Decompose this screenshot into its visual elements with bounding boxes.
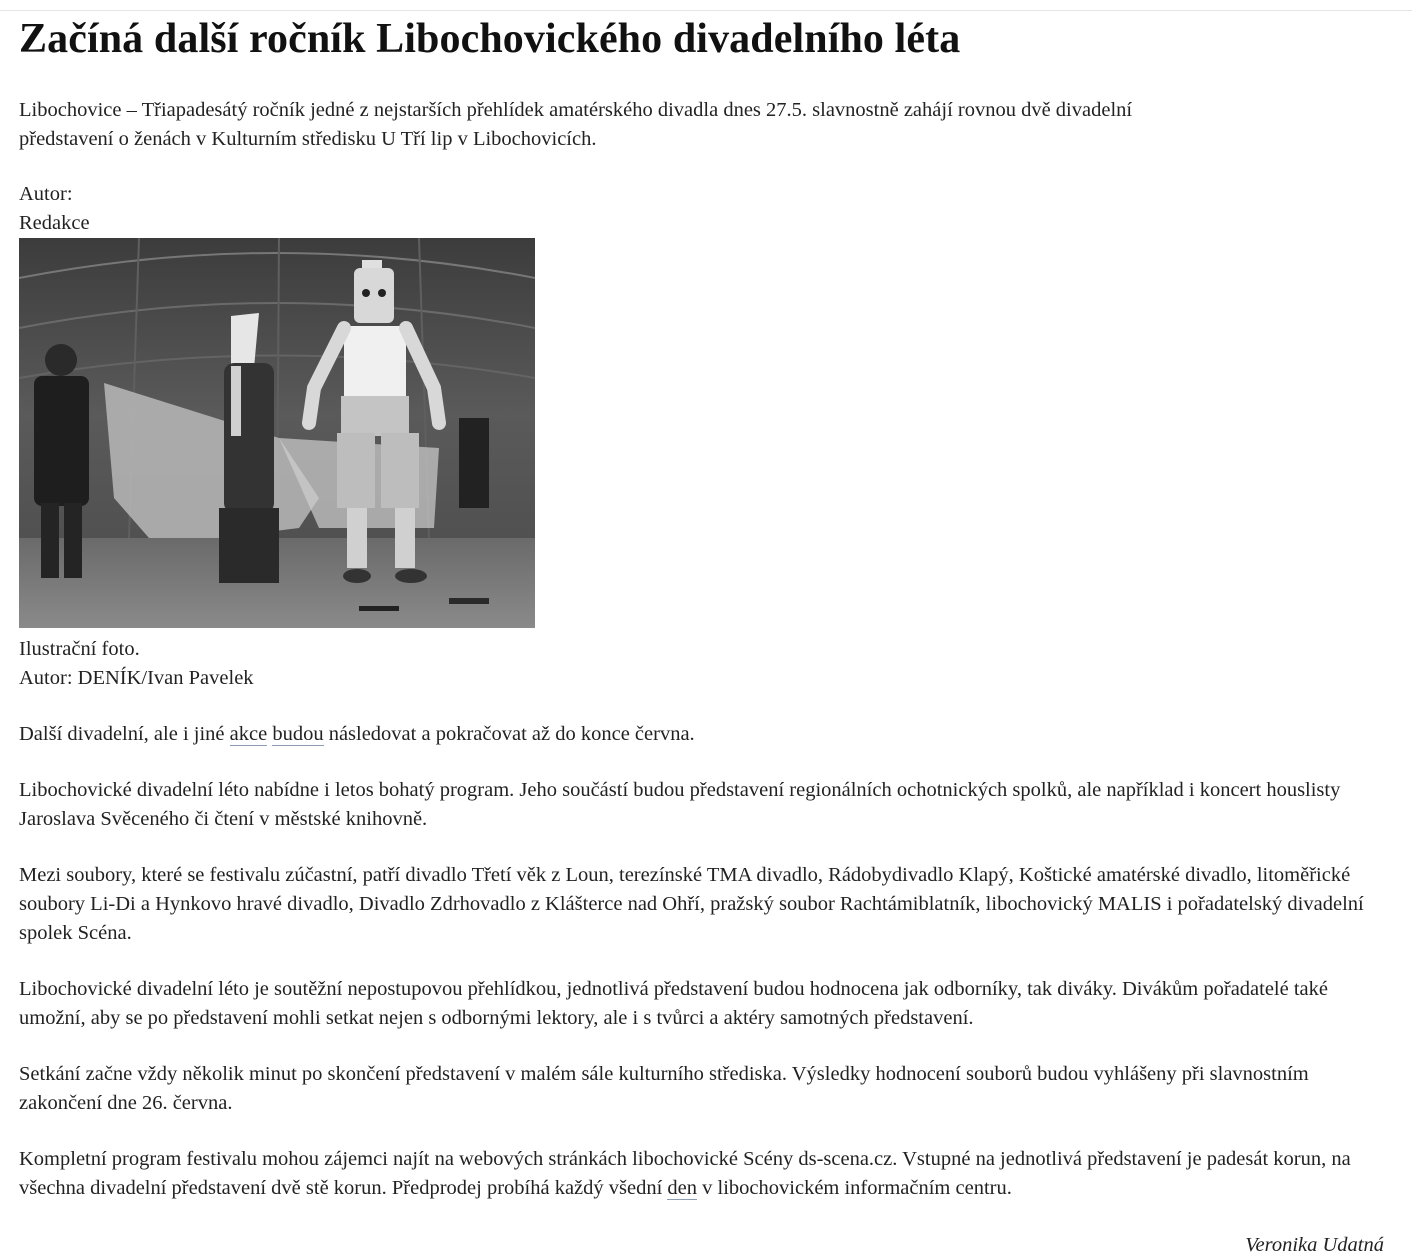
paragraph-6 — [19, 1145, 1394, 1203]
paragraph-1-text-end: následovat a pokračovat až do konce června. — [323, 723, 695, 745]
photo-caption: Ilustrační foto. — [19, 638, 140, 660]
paragraph-5: Setkání začne vždy několik minut po skončení představení v malém sále kulturního střediska. Výsledky hodnocení souborů budou vyhlášeny při slavnostním zakončení dne 26. června. — [19, 1063, 1309, 1114]
author-name: Redakce — [19, 212, 90, 234]
paragraph-6-text-end: v libochovickém informačním centru. — [697, 1177, 1012, 1199]
article — [19, 14, 1394, 1260]
article-signature: Veronika Udatná — [1245, 1234, 1384, 1256]
author-block — [19, 180, 1394, 238]
link-akce[interactable]: akce — [229, 723, 268, 745]
paragraph-4: Libochovické divadelní léto je soutěžní nepostupovou přehlídkou, jednotlivá představení budou hodnocena jak odborníky, tak diváky. Divákům pořadatelé také umožní, aby se po představení mohli setkat nejen s odbornými lektory, ale i s tvůrci a aktéry samotných představení. — [19, 978, 1328, 1029]
link-den[interactable]: den — [667, 1177, 698, 1199]
article-title: Začíná další ročník Libochovického divadelního léta — [19, 16, 961, 62]
paragraph-2: Libochovické divadelní léto nabídne i letos bohatý program. Jeho součástí budou představení regionálních ochotnických spolků, ale například i koncert houslisty Jaroslava Svěceného či čtení v městské knihovně. — [19, 779, 1341, 830]
top-divider — [0, 10, 1412, 11]
author-label: Autor: — [19, 183, 73, 205]
paragraph-1 — [19, 720, 1394, 749]
paragraph-6-text-start: Kompletní program festivalu mohou zájemci najít na webových stránkách libochovické Scény ds-scena.cz. Vstupné na jednotlivá představení je padesát korun, na všechna divadelní představení dvě stě korun. Předprodej probíhá každý všední — [19, 1148, 1351, 1199]
photo-illustration — [19, 238, 535, 628]
photo-credit: Autor: DENÍK/Ivan Pavelek — [19, 667, 254, 689]
link-budou[interactable]: budou — [272, 723, 324, 745]
article-lead: Libochovice – Třiapadesátý ročník jedné z nejstarších přehlídek amatérského divadla dnes 27.5. slavnostně zahájí rovnou dvě divadelní představení o ženách v Kulturním středisku U Tří lip v Libochovicích. — [19, 99, 1133, 150]
paragraph-3: Mezi soubory, které se festivalu zúčastní, patří divadlo Třetí věk z Loun, terezínské TMA divadlo, Rádobydivadlo Klapý, Koštické amatérské divadlo, litoměřické soubory Li-Di a Hynkovo hravé divadlo, Divadlo Zdrhovadlo z Klášterce nad Ohří, pražský soubor Rachtámiblatník, libochovický MALIS i pořadatelský divadelní spolek Scéna. — [19, 864, 1364, 944]
paragraph-1-text-start: Další divadelní, ale i jiné — [19, 723, 230, 745]
photo-caption-block — [19, 635, 1394, 693]
article-photo — [19, 238, 535, 628]
